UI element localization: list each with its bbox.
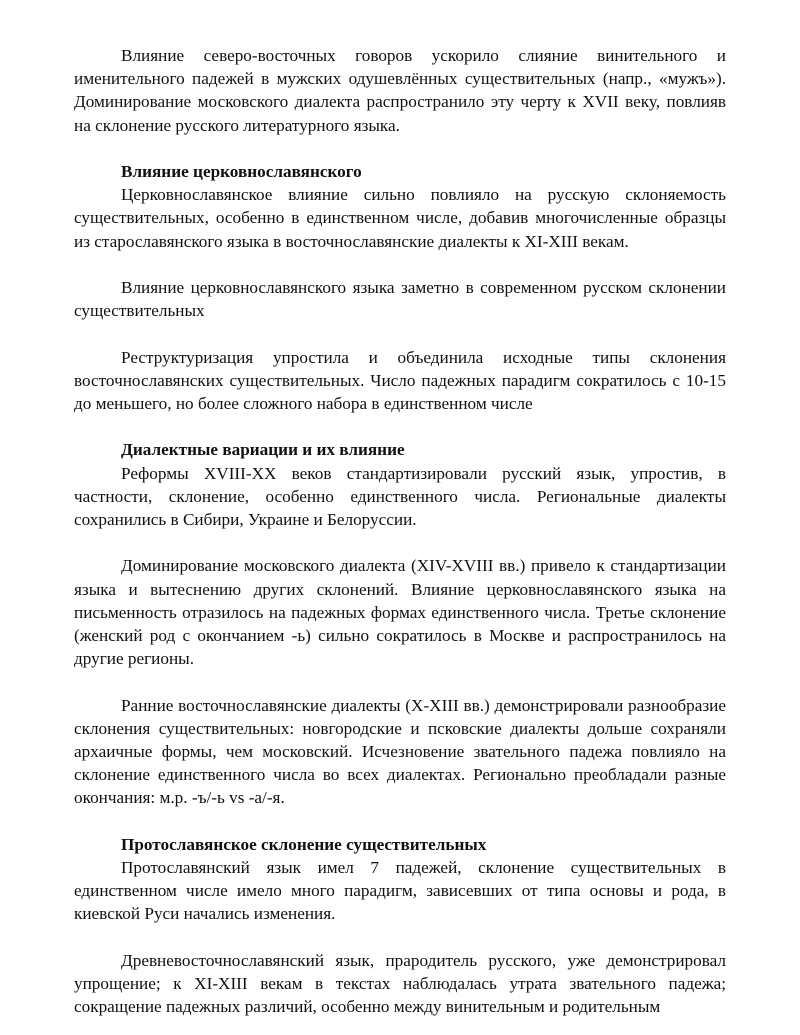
paragraph: Протославянский язык имел 7 падежей, склонение существительных в единственном числе имело много парадигм, зависевших от типа основы и рода, в киевской Руси начались изменения. bbox=[74, 858, 726, 924]
paragraph-gap bbox=[74, 670, 726, 693]
paragraph-gap bbox=[74, 253, 726, 276]
paragraph: Влияние церковнославянского языка заметно в современном русском склонении существительных bbox=[74, 278, 726, 321]
paragraph-gap bbox=[74, 531, 726, 554]
section-heading: Диалектные вариации и их влияние bbox=[121, 440, 405, 460]
section-heading: Влияние церковнославянского bbox=[121, 162, 362, 181]
document-page bbox=[74, 44, 726, 1018]
section-heading: Протославянское склонение существительных bbox=[121, 834, 487, 854]
paragraph-gap bbox=[74, 322, 726, 345]
paragraph-gap bbox=[74, 810, 726, 833]
paragraph-gap bbox=[74, 926, 726, 949]
paragraph: Реформы XVIII-XX веков стандартизировали русский язык, упростив, в частности, склонение, особенно единственного числа. Региональные диалекты сохранились в Сибири, Украине и Белоруссии. bbox=[74, 463, 726, 529]
paragraph: Древневосточнославянский язык, прародитель русского, уже демонстрировал упрощение; к XI-XIII векам в текстах наблюдалась утрата звательного падежа; сокращение падежных различий, особенно между винительным и родительным bbox=[74, 950, 726, 1017]
paragraph: Ранние восточнославянские диалекты (X-XIII вв.) демонстрировали разнообразие склонения существительных: новгородские и псковские диалекты дольше сохраняли архаичные формы, чем московский. Исчезновение звательного падежа повлияло на склонение единственного числа во всех диалектах. Регионально преобладали разные окончания: м.р. -ъ/-ь vs -а/-я. bbox=[74, 695, 726, 808]
paragraph-gap bbox=[74, 415, 726, 438]
paragraph-gap bbox=[74, 137, 726, 160]
paragraph: Влияние северо-восточных говоров ускорило слияние винительного и именительного падежей в мужских одушевлённых существительных (напр., «мужъ»). Доминирование московского диалекта распространило эту черту к XVII веку, повлияв на склонение русского литературного языка. bbox=[74, 46, 726, 135]
paragraph: Церковнославянское влияние сильно повлияло на русскую склоняемость существительных, особенно в единственном числе, добавив многочисленные образцы из старославянского языка в восточнославянские диалекты к XI-XIII векам. bbox=[74, 185, 726, 251]
paragraph: Доминирование московского диалекта (XIV-XVIII вв.) привело к стандартизации языка и вытеснению других склонений. Влияние церковнославянского языка на письменность отразилось на падежных формах единственного числа. Третье склонение (женский род с окончанием -ь) сильно сократилось в Москве и распространилось на другие регионы. bbox=[74, 556, 726, 669]
paragraph: Реструктуризация упростила и объединила исходные типы склонения восточнославянских существительных. Число падежных парадигм сократилось с 10-15 до меньшего, но более сложного набора в единственном числе bbox=[74, 347, 726, 413]
